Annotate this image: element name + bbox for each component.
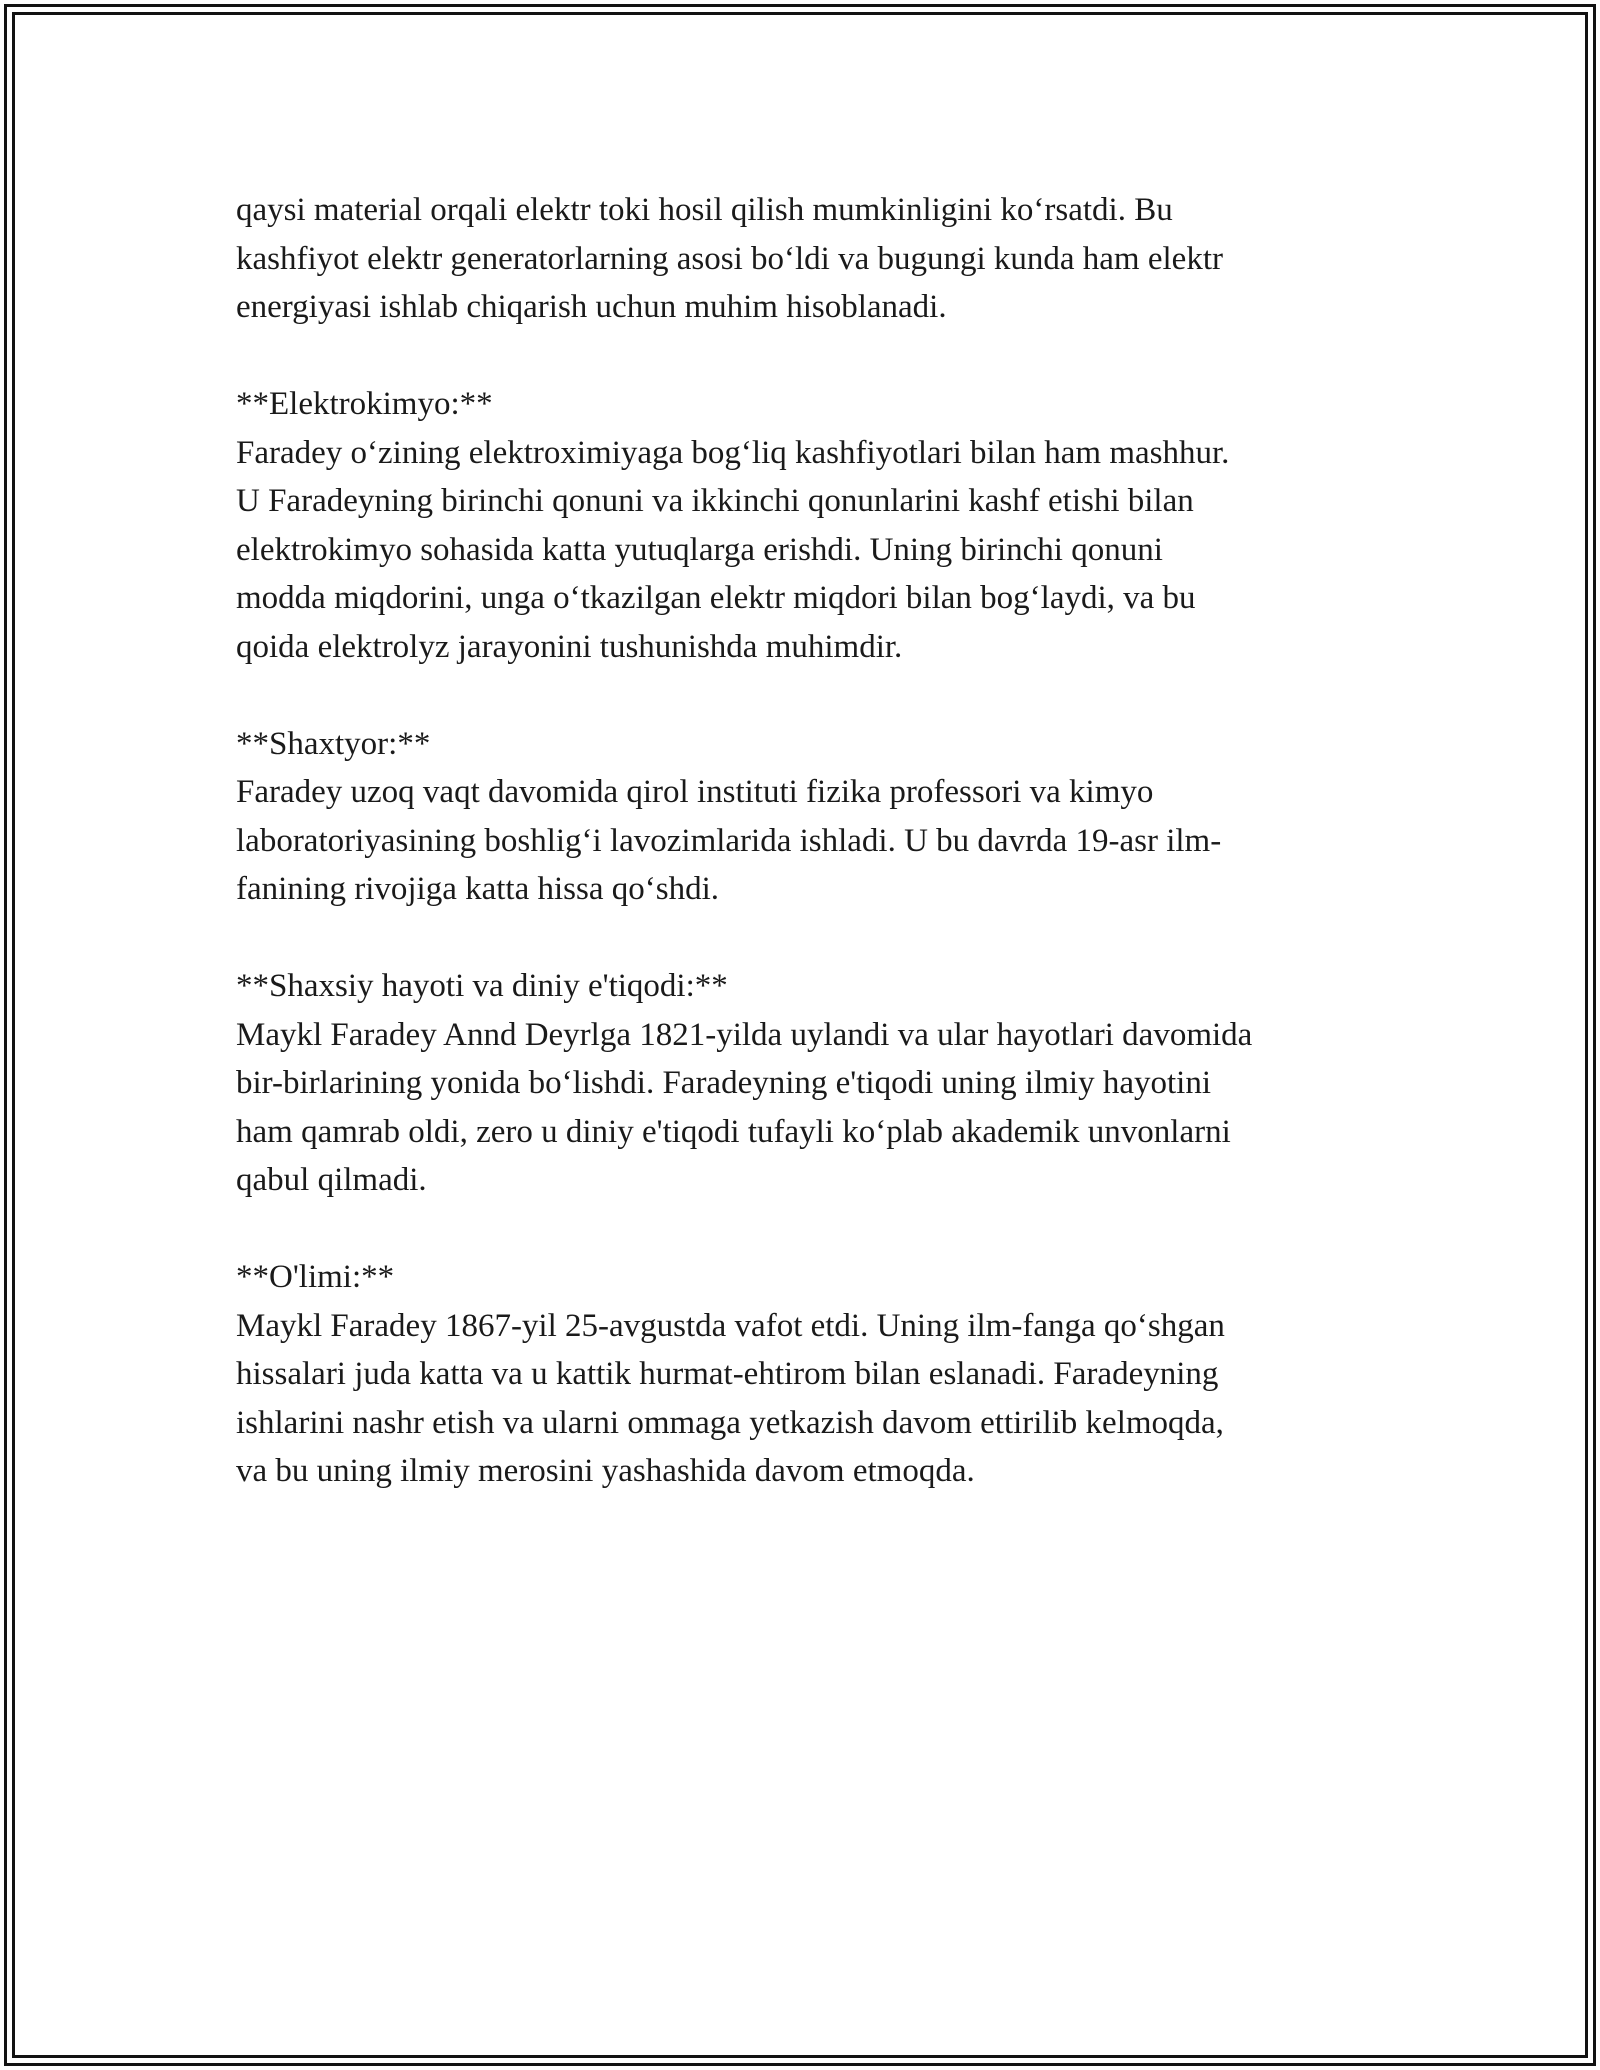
section-paragraph: Maykl Faradey Annd Deyrlga 1821-yilda uylandi va ular hayotlari davomida bir-birlarining yonida bo‘lishdi. Faradeyning e'tiqodi uning ilmiy hayotini ham qamrab oldi, zero u diniy e'tiqodi tufayli ko‘plab akademik unvonlarni qabul qilmadi.: [236, 1016, 1253, 1198]
section-paragraph: Faradey o‘zining elektroximiyaga bog‘liq kashfiyotlari bilan ham mashhur. U Faradeyning birinchi qonuni va ikkinchi qonunlarini kashf etishi bilan elektrokimyo sohasida katta yutuqlarga erishdi. Uning birinchi qonuni modda miqdorini, unga o‘tkazilgan elektr miqdori bilan bog‘laydi, va bu qoida elektrolyz jarayonini tushunishda muhimdir.: [236, 434, 1230, 665]
section-heading: **O'limi:**: [236, 1259, 395, 1295]
section-personal-life: [236, 962, 1376, 1205]
section-career: [236, 720, 1376, 914]
intro-paragraph: qaysi material orqali elektr toki hosil qilish mumkinligini ko‘rsatdi. Bu kashfiyot elektr generatorlarning asosi bo‘ldi va bugungi kunda ham elektr energiyasi ishlab chiqarish uchun muhim hisoblanadi.: [236, 192, 1223, 325]
section-heading: **Elektrokimyo:**: [236, 386, 493, 422]
intro-block: [236, 186, 1376, 332]
document-body: [236, 186, 1376, 1544]
section-heading: **Shaxtyor:**: [236, 725, 431, 762]
section-electrochemistry: [236, 380, 1376, 671]
section-death: [236, 1253, 1376, 1496]
section-paragraph: Faradey uzoq vaqt davomida qirol instituti fizika professori va kimyo laboratoriyasining boshlig‘i lavozimlarida ishladi. U bu davrda 19-asr ilm- fanining rivojiga katta hissa qo‘shdi.: [236, 774, 1222, 907]
section-heading: **Shaxsiy hayoti va diniy e'tiqodi:**: [236, 968, 728, 1004]
section-paragraph: Maykl Faradey 1867-yil 25-avgustda vafot etdi. Uning ilm-fanga qo‘shgan hissalari juda katta va u kattik hurmat-ehtirom bilan eslanadi. Faradeyning ishlarini nashr etish va ularni ommaga yetkazish davom ettirilib kelmoqda, va bu uning ilmiy merosini yashashida davom etmoqda.: [236, 1307, 1225, 1489]
